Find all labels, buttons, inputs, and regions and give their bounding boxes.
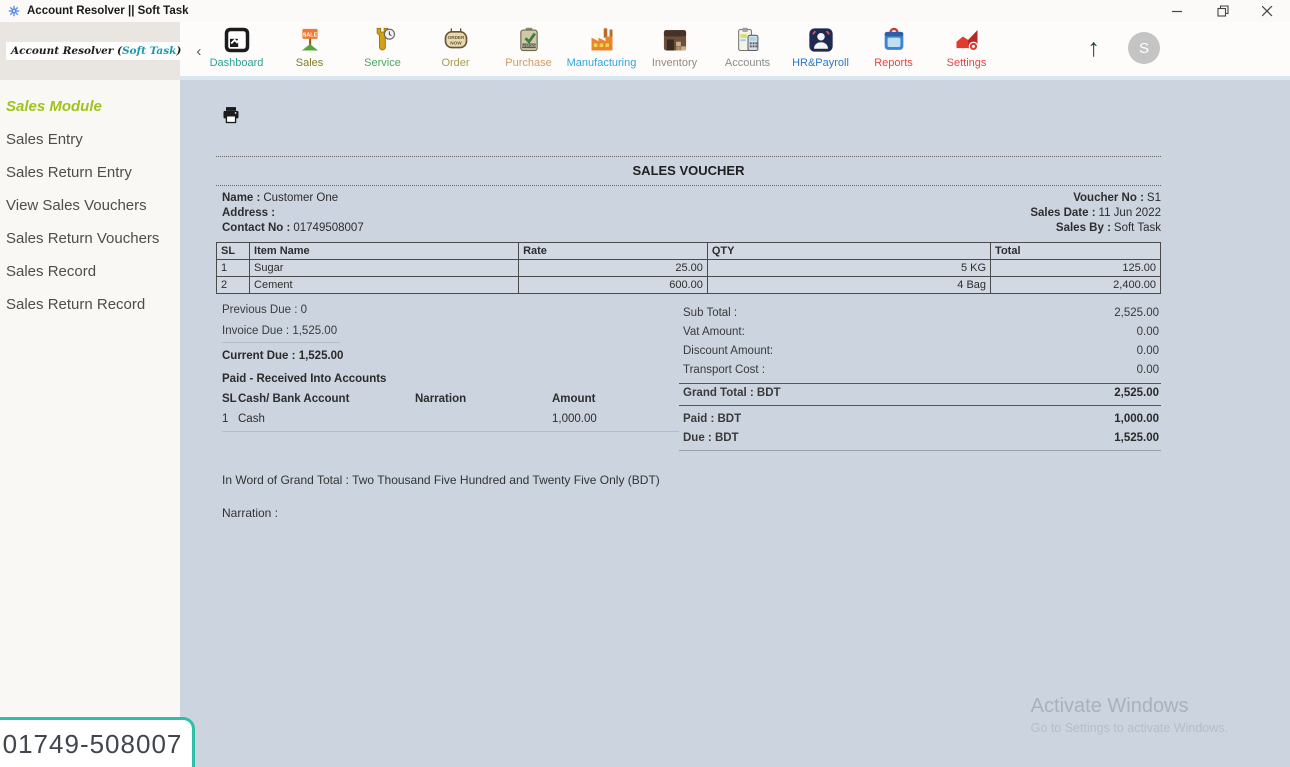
payment-col-amount: Amount [552,393,596,405]
customer-name-label: Name : [222,192,261,204]
toolbar-item-hr-payroll[interactable]: HR&Payroll [784,26,857,69]
brand-title [6,42,186,60]
sidebar-item-sales-record[interactable]: Sales Record [6,263,97,280]
purchase-icon [492,26,565,56]
row-qty: 4 Bag [707,277,990,294]
customer-info [222,191,364,236]
order-icon [419,26,492,56]
toolbar-item-accounts[interactable]: Accounts [711,26,784,69]
svg-text:NOW: NOW [449,40,462,46]
divider [222,342,340,343]
watermark-line1: Activate Windows [1030,695,1189,717]
voucher-title: SALES VOUCHER [216,156,1161,186]
svg-text:SALE: SALE [302,32,317,39]
close-button[interactable] [1245,0,1290,22]
dashboard-icon [200,26,273,56]
app-logo-icon [7,4,21,18]
row-total: 125.00 [991,260,1161,277]
col-header-item-name: Item Name [250,243,519,260]
discount-value: 0.00 [1136,345,1159,357]
voucher-page [180,80,1290,767]
grand-total-in-words: In Word of Grand Total : Two Thousand Five Hundred and Twenty Five Only (BDT) [222,473,660,487]
vat-label: Vat Amount: [683,326,745,338]
row-sl: 1 [217,260,250,277]
row-sl: 2 [217,277,250,294]
payment-row-narration [415,413,552,425]
subtotal-label: Sub Total : [683,307,738,319]
sales-by-label: Sales By : [1055,222,1111,234]
manufacturing-icon [565,26,638,56]
row-item: Sugar [250,260,519,277]
toolbar-item-sales[interactable]: SALE Sales [273,26,346,69]
voucher-no-label: Voucher No : [1073,192,1144,204]
row-total: 2,400.00 [991,277,1161,294]
settings-icon [930,26,1003,56]
discount-label: Discount Amount: [683,345,774,357]
toolbar-item-purchase[interactable]: IN STOCK Purchase [492,26,565,69]
row-rate: 25.00 [519,260,708,277]
toolbar-item-order[interactable]: ORDER NOW Order [419,26,492,69]
row-item: Cement [250,277,519,294]
col-header-rate: Rate [519,243,708,260]
table-row [217,260,1161,277]
items-table-header-row [217,243,1161,260]
sales-icon [273,26,346,56]
inventory-icon [638,26,711,56]
transport-value: 0.00 [1136,364,1159,376]
reports-icon [857,26,930,56]
sidebar-item-sales-return-entry[interactable]: Sales Return Entry [6,164,132,181]
totals-section [679,304,1161,451]
toolbar-item-reports[interactable]: Reports [857,26,930,69]
payment-row-amount: 1,000.00 [552,413,597,425]
window-title: Account Resolver || Soft Task [27,5,189,17]
vat-value: 0.00 [1136,326,1159,338]
print-button[interactable] [220,105,242,130]
grand-total-value: 2,525.00 [1114,387,1159,399]
paid-label: Paid : BDT [683,413,742,425]
brand-prefix: Account Resolver ( [11,45,122,57]
payment-row [222,413,679,432]
payment-col-sl: SL [222,393,237,405]
payment-section-title: Paid - Received Into Accounts [222,373,387,385]
sidebar [0,22,202,767]
sidebar-item-sales-entry[interactable]: Sales Entry [6,131,83,148]
narration-label: Narration : [222,506,279,520]
brand-suffix: ) [176,45,182,57]
accounts-icon [711,26,784,56]
toolbar-item-settings[interactable]: Settings [930,26,1003,69]
sidebar-menu [0,80,180,313]
customer-contact: 01749508007 [293,222,364,234]
payment-col-narration: Narration [415,393,467,405]
activate-windows-watermark [1031,695,1228,735]
sidebar-collapse-icon[interactable]: ‹ [196,42,202,60]
col-header-sl: SL [217,243,250,260]
title-bar [0,0,1290,22]
sidebar-module-header: Sales Module [6,98,102,115]
subtotal-value: 2,525.00 [1114,307,1159,319]
toolbar-item-dashboard[interactable]: Dashboard [200,26,273,69]
due-label: Due : BDT [683,432,739,444]
previous-due-value: 0 [300,304,308,316]
sales-date: 11 Jun 2022 [1098,207,1161,219]
toolbar-item-inventory[interactable]: Inventory [638,26,711,69]
payment-col-account: Cash/ Bank Account [238,393,350,405]
customer-contact-label: Contact No : [222,222,291,234]
svg-text:ORDER: ORDER [447,34,464,40]
phone-number-overlay [0,717,195,767]
watermark-line2: Go to Settings to activate Windows. [1030,721,1228,735]
previous-due-label: Previous Due : [222,304,298,316]
phone-number: 01749-508007 [2,729,183,759]
hr-payroll-icon [784,26,857,56]
restore-button[interactable] [1200,0,1245,22]
payment-row-sl: 1 [222,413,229,425]
col-header-total: Total [991,243,1161,260]
current-due-value: 1,525.00 [298,350,344,362]
voucher-no: S1 [1146,192,1161,204]
sidebar-item-view-sales-vouchers[interactable]: View Sales Vouchers [6,197,147,214]
top-toolbar [180,22,1290,76]
sidebar-header [0,22,202,80]
toolbar-item-manufacturing[interactable]: Manufacturing [565,26,638,69]
items-table [216,242,1161,294]
svg-text:IN STOCK: IN STOCK [520,44,537,49]
payment-row-account: Cash [238,413,265,425]
scroll-top-arrow-icon[interactable]: ↑ [1087,34,1100,62]
sidebar-item-sales-return-record[interactable]: Sales Return Record [6,296,146,313]
due-value: 1,525.00 [1114,432,1159,444]
minimize-button[interactable] [1155,0,1200,22]
dues-and-payment-section [216,304,679,451]
table-row [217,277,1161,294]
sidebar-item-sales-return-vouchers[interactable]: Sales Return Vouchers [6,230,160,247]
customer-address-label: Address : [222,207,276,219]
grand-total-label: Grand Total : BDT [683,387,781,399]
user-avatar[interactable] [1128,32,1160,64]
col-header-qty: QTY [707,243,990,260]
transport-label: Transport Cost : [683,364,766,376]
payment-header-row [222,393,679,405]
voucher-meta [1030,191,1161,236]
invoice-due-label: Invoice Due : [222,325,290,337]
row-qty: 5 KG [707,260,990,277]
toolbar-item-service[interactable]: Service [346,26,419,69]
row-rate: 600.00 [519,277,708,294]
current-due-label: Current Due : [222,350,296,362]
sales-date-label: Sales Date : [1030,207,1096,219]
sales-by: Soft Task [1113,222,1161,234]
invoice-due-value: 1,525.00 [292,325,338,337]
avatar-initial: S [1138,39,1149,57]
brand-accent: Soft Task [121,45,177,57]
service-icon [346,26,419,56]
paid-value: 1,000.00 [1114,413,1159,425]
sales-voucher [216,156,1161,520]
customer-name: Customer One [263,192,339,204]
